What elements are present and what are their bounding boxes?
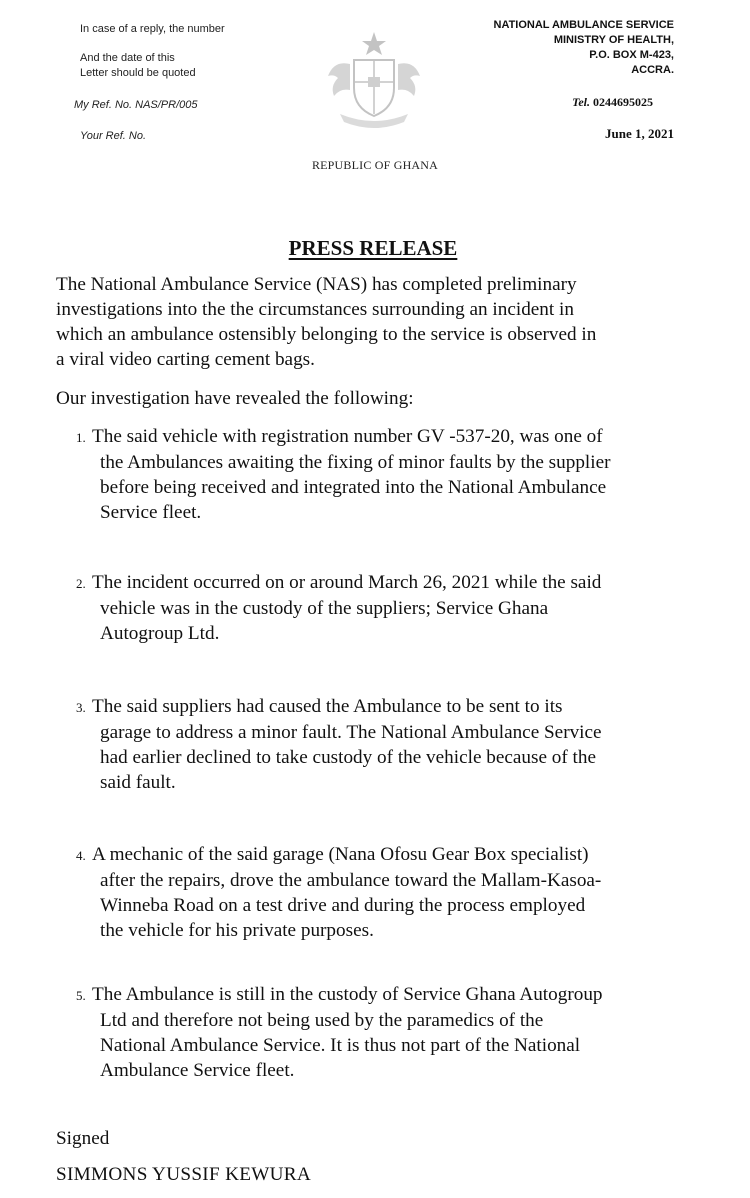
list-item [76, 842, 696, 943]
reply-instructions [80, 22, 320, 81]
intro-line: investigations into the the circumstances surrounding an incident in [56, 299, 574, 320]
list-item [76, 424, 696, 525]
signed-label: Signed [56, 1128, 110, 1149]
list-item-line: Ltd and therefore not being used by the paramedics of the [100, 1010, 544, 1031]
list-item-line: garage to address a minor fault. The National Ambulance Service [100, 722, 602, 743]
page-title: PRESS RELEASE [288, 236, 458, 260]
list-item-line: before being received and integrated into the National Ambulance [100, 477, 607, 498]
intro-line: The National Ambulance Service (NAS) has completed preliminary [56, 274, 577, 295]
org-name: NATIONAL AMBULANCE SERVICE [493, 19, 674, 31]
org-ministry: MINISTRY OF HEALTH, [553, 34, 674, 46]
ghana-coat-of-arms-icon [320, 30, 428, 128]
list-item-line: Service fleet. [100, 502, 202, 523]
intro-line: a viral video carting cement bags. [56, 349, 315, 370]
list-item-line: The Ambulance is still in the custody of Service Ghana Autogroup [92, 984, 603, 1005]
letter-date: June 1, 2021 [605, 126, 674, 141]
intro-line: which an ambulance ostensibly belonging to the service is observed in [56, 324, 597, 345]
list-item-line: had earlier declined to take custody of the vehicle because of the [100, 747, 596, 768]
intro-paragraph [56, 272, 696, 372]
list-item-line: The incident occurred on or around March 26, 2021 while the said [92, 572, 602, 593]
list-item [76, 982, 696, 1083]
signer-name: SIMMONS YUSSIF KEWURA [56, 1164, 312, 1185]
list-item-line: vehicle was in the custody of the suppliers; Service Ghana [100, 598, 549, 619]
list-item-number: 1. [76, 430, 86, 445]
telephone-label: Tel. [572, 95, 590, 109]
your-reference: Your Ref. No. [80, 130, 147, 142]
telephone [572, 95, 653, 110]
republic-heading: REPUBLIC OF GHANA [311, 158, 439, 172]
org-po-box: P.O. BOX M-423, [589, 49, 674, 61]
list-item-line: A mechanic of the said garage (Nana Ofosu Gear Box specialist) [92, 844, 589, 865]
list-item-line: National Ambulance Service. It is thus not part of the National [100, 1035, 581, 1056]
list-item-line: the vehicle for his private purposes. [100, 920, 374, 941]
list-item-number: 5. [76, 988, 86, 1003]
list-item-line: Winneba Road on a test drive and during the process employed [100, 895, 586, 916]
list-item-number: 2. [76, 576, 86, 591]
reply-note-line2: And the date of this [80, 52, 175, 64]
list-item [76, 570, 696, 646]
findings-lead: Our investigation have revealed the following: [56, 388, 414, 409]
reply-note-line3: Letter should be quoted [80, 67, 196, 79]
organization-address [414, 18, 674, 78]
reply-note-line1: In case of a reply, the number [80, 23, 225, 35]
list-item-number: 3. [76, 700, 86, 715]
list-item-line: The said suppliers had caused the Ambulance to be sent to its [92, 696, 563, 717]
my-reference: My Ref. No. NAS/PR/005 [74, 99, 198, 111]
list-item [76, 694, 696, 795]
list-item-line: The said vehicle with registration number GV -537-20, was one of [92, 426, 603, 447]
list-item-line: said fault. [100, 772, 176, 793]
list-item-line: Autogroup Ltd. [100, 623, 220, 644]
list-item-line: the Ambulances awaiting the fixing of minor faults by the supplier [100, 452, 611, 473]
telephone-number: 0244695025 [593, 95, 653, 109]
list-item-number: 4. [76, 848, 86, 863]
list-item-line: Ambulance Service fleet. [100, 1060, 295, 1081]
org-city: ACCRA. [631, 64, 674, 76]
list-item-line: after the repairs, drove the ambulance toward the Mallam-Kasoa- [100, 870, 602, 891]
